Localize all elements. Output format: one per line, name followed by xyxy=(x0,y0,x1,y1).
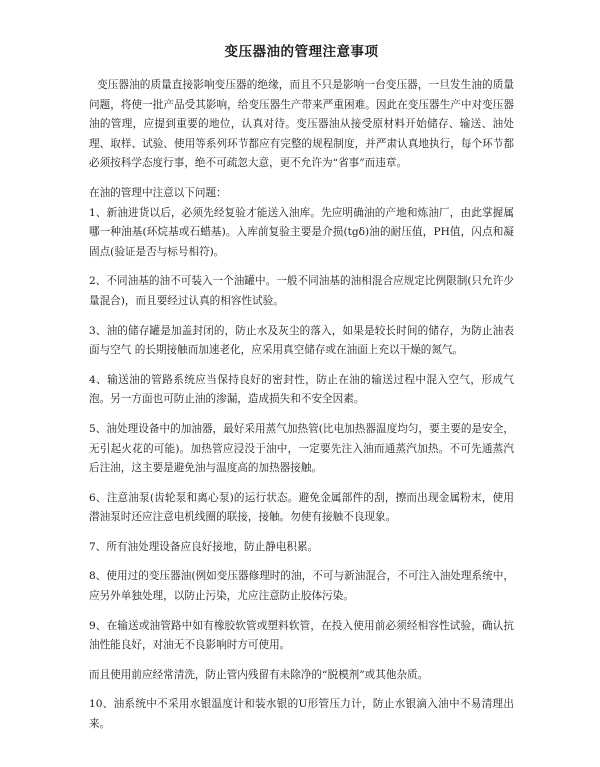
item-4: 4、输送油的管路系统应当保持良好的密封性，防止在油的输送过程中混入空气，形成气泡。另一方面也可防止油的渗漏，造成损失和不安全因素。 xyxy=(89,373,514,406)
item-9: 9、在输送或油管路中如有橡胶软管或塑料软管，在投入使用前必须经相容性试验，确认抗油性能良好，对油无不良影响时方可使用。 xyxy=(89,619,514,652)
intro-paragraph: 变压器油的质量直接影响变压器的绝缘，而且不只是影响一台变压器，一旦发生油的质量问题，将使一批产品受其影响，给变压器生产带来严重困难。因此在变压器生产中对变压器油的管理，应提到重要的地位，认真对待。变压器油从接受原材料开始储存、输送、油处理、取样、试验、使用等系列环节都应有完整的规程制度，并严肃认真地执行，每个环节都必须按科学态度行事，绝不可疏忽大意，更不允许为“省事”而违章。 xyxy=(89,79,514,170)
item-2: 2、不同油基的油不可装入一个油罐中。一般不同油基的油相混合应规定比例限制(只允许少量混合)，而且要经过认真的相容性试验。 xyxy=(89,275,514,307)
item-9-continuation: 而且使用前应经常清洗，防止管内残留有未除净的“脱模剂”或其他杂质。 xyxy=(89,668,429,681)
document-title: 变压器油的管理注意事项 xyxy=(224,44,379,60)
item-7: 7、所有油处理设备应良好接地，防止静电积累。 xyxy=(89,540,319,553)
item-10: 10、油系统中不采用水银温度计和装水银的U形管压力计，防止水银滴入油中不易清理出来。 xyxy=(89,698,514,731)
item-1: 1、新油进货以后，必须先经复验才能送入油库。先应明确油的产地和炼油厂，由此掌握属哪一种油基(环烷基或石蜡基)。入库前复验主要是介损(tgδ)油的耐压值，PH值，闪点和凝固点(验证是否与标号相符)。 xyxy=(89,206,514,258)
item-3: 3、油的储存罐是加盖封闭的，防止水及灰尘的落入，如果是较长时间的储存，为防止油表面与空气 的长期接触而加速老化，应采用真空储存或在油面上充以干燥的氮气。 xyxy=(89,324,514,357)
item-5: 5、油处理设备中的加油器，最好采用蒸气加热管(比电加热器温度均匀，要主要的是安全，无引起火花的可能)。加热管应浸没于油中，一定要先注入油而通蒸汽加热。不可先通蒸汽后注油，这主要是避免油与温度高的加热器接触。 xyxy=(89,422,514,475)
item-8: 8、使用过的变压器油(例如变压器修理时的油，不可与新油混合，不可注入油处理系统中，应另外单独处理，以防止污染，尤应注意防止胶体污染。 xyxy=(89,570,514,603)
item-6: 6、注意油泵(齿轮泵和离心泵)的运行状态。避免金属部件的刮，擦而出现金属粉末，使用潜油泵时还应注意电机线圈的联接，接触。勿使有接触不良现象。 xyxy=(89,491,514,524)
lead-sentence: 在油的管理中注意以下问题： xyxy=(89,186,227,199)
